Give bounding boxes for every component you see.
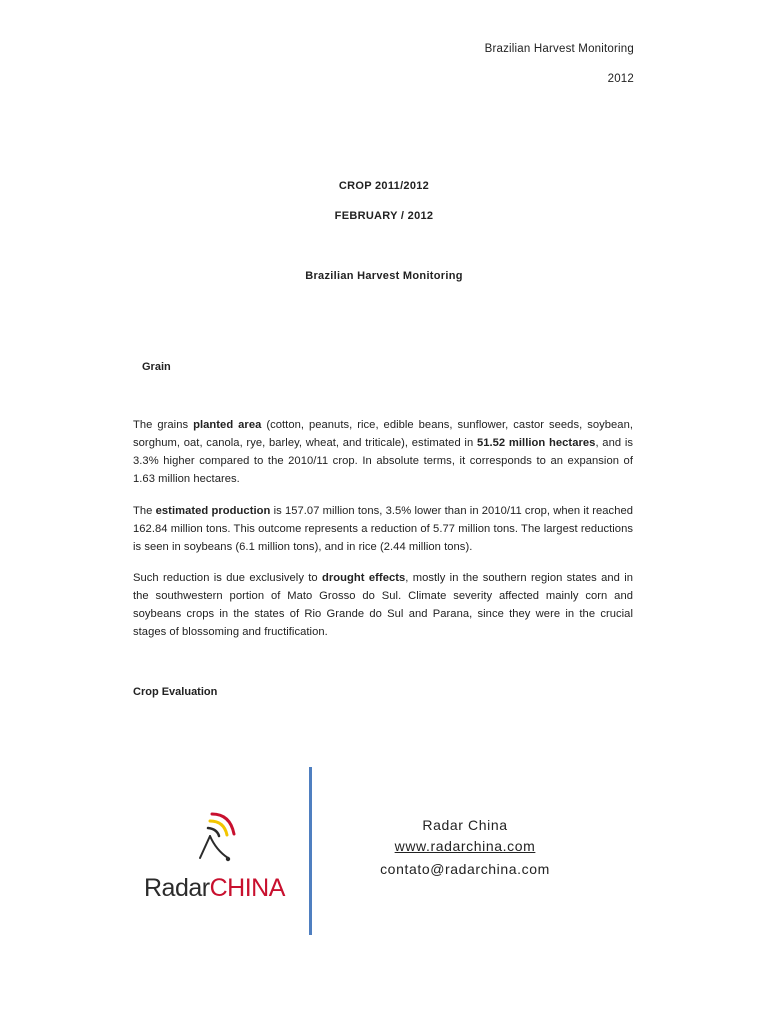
bold-hectares: 51.52 million hectares bbox=[476, 437, 596, 449]
bold-estimated-production: estimated production bbox=[155, 505, 271, 517]
vertical-divider bbox=[309, 767, 312, 935]
contact-email-link[interactable]: contato@radarchina.com bbox=[380, 861, 550, 877]
header-title: Brazilian Harvest Monitoring bbox=[484, 43, 634, 55]
contact-website-link[interactable]: www.radarchina.com bbox=[394, 838, 536, 854]
report-month: FEBRUARY / 2012 bbox=[334, 210, 434, 222]
section-heading-crop-evaluation: Crop Evaluation bbox=[133, 686, 218, 698]
contact-name: Radar China bbox=[422, 817, 508, 833]
section-heading-grain: Grain bbox=[142, 361, 171, 373]
paragraph-drought: Such reduction is due exclusively to drought effects, mostly in the southern region states and in the southwestern portion of Mato Grosso do Sul. Climate severity affected mainly corn and soybeans crops in the states of Rio Grande do Sul and Parana, since they were in the crucial stages of blossoming and fructification. bbox=[133, 572, 634, 638]
crop-title: CROP 2011/2012 bbox=[338, 180, 430, 192]
logo-wordmark: RadarCHINA bbox=[144, 874, 285, 902]
header-year: 2012 bbox=[607, 73, 634, 85]
paragraph-planted-area: The grains planted area (cotton, peanuts, rice, edible beans, sunflower, castor seeds, soybean, sorghum, oat, canola, rye, barley, wheat, and triticale), estimated in 51.52 million hectares, and is 3.3% higher compared to the 2010/11 crop. In absolute terms, it corresponds to an expansion of 1.63 million hectares. bbox=[133, 419, 633, 485]
bold-planted-area: planted area bbox=[193, 419, 262, 431]
paragraph-production: The estimated production is 157.07 million tons, 3.5% lower than in 2010/11 crop, when it reached 162.84 million tons. This outcome represents a reduction of 5.77 million tons. The largest reductions is seen in soybeans (6.1 million tons), and in rice (2.44 million tons). bbox=[133, 505, 634, 553]
report-subtitle: Brazilian Harvest Monitoring bbox=[305, 270, 463, 282]
radar-antenna-icon bbox=[196, 808, 242, 870]
bold-drought-effects: drought effects bbox=[321, 572, 406, 584]
radar-china-logo bbox=[144, 808, 304, 908]
